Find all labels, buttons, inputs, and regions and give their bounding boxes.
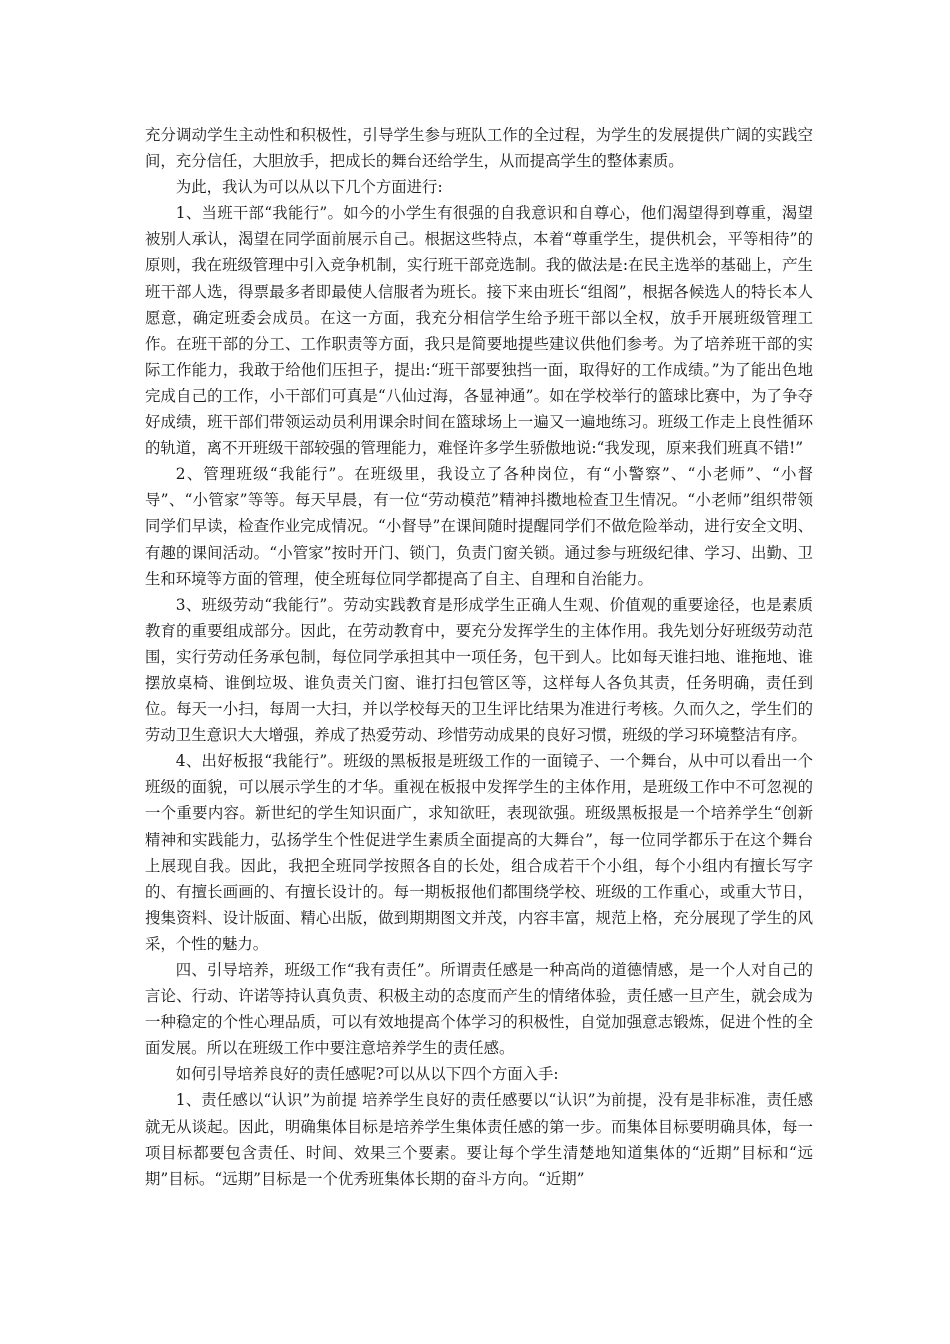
paragraph-9: 1、责任感以“认识”为前提 培养学生良好的责任感要以“认识”为前提，没有是非标准，责任感就无从谈起。因此，明确集体目标是培养学生集体责任感的第一步。而集体目标要明确具体，每一项目标都要包含责任、时间、效果三个要素。要让每个学生清楚地知道集体的“近期”目标和“远期”目标。“远期”目标是一个优秀班集体长期的奋斗方向。“近期” xyxy=(145,1091,813,1188)
paragraph-5: 3、班级劳动“我能行”。劳动实践教育是形成学生正确人生观、价值观的重要途径，也是素质教育的重要组成部分。因此，在劳动教育中，要充分发挥学生的主体作用。我先划分好班级劳动范围，实行劳动任务承包制，每位同学承担其中一项任务，包干到人。比如每天谁扫地、谁拖地、谁摆放桌椅、谁倒垃圾、谁负责关门窗、谁打扫包管区等，这样每人各负其责，任务明确，责任到位。每天一小扫，每周一大扫，并以学校每天的卫生评比结果为准进行考核。久而久之，学生们的劳动卫生意识大大增强，养成了热爱劳动、珍惜劳动成果的良好习惯，班级的学习环境整洁有序。 xyxy=(145,595,813,745)
paragraph-1: 充分调动学生主动性和积极性，引导学生参与班队工作的全过程，为学生的发展提供广阔的实践空间，充分信任，大胆放手，把成长的舞台还给学生，从而提高学生的整体素质。 xyxy=(145,126,813,171)
paragraph-3: 1、当班干部“我能行”。如今的小学生有很强的自我意识和自尊心，他们渴望得到尊重，渴望被别人承认，渴望在同学面前展示自己。根据这些特点，本着“尊重学生，提供机会，平等相待”的原则，我在班级管理中引入竞争机制，实行班干部竞选制。我的做法是:在民主选举的基础上，产生班干部人选，得票最多者即最使人信服者为班长。接下来由班长“组阁”，根据各候选人的特长本人愿意，确定班委会成员。在这一方面，我充分相信学生给予班干部以全权，放手开展班级管理工作。在班干部的分工、工作职责等方面，我只是简要地提些建议供他们参考。为了培养班干部的实际工作能力，我敢于给他们压担子，提出:“班干部要独挡一面，取得好的工作成绩。”为了能出色地完成自己的工作，小干部们可真是“八仙过海，各显神通”。如在学校举行的篮球比赛中，为了争夺好成绩，班干部们带领运动员利用课余时间在篮球场上一遍又一遍地练习。班级工作走上良性循环的轨道，离不开班级干部较强的管理能力，难怪许多学生骄傲地说:“我发现，原来我们班真不错!” xyxy=(145,204,813,458)
paragraph-6: 4、出好板报“我能行”。班级的黑板报是班级工作的一面镜子、一个舞台，从中可以看出一个班级的面貌，可以展示学生的才华。重视在板报中发挥学生的主体作用，是班级工作中不可忽视的一个重要内容。新世纪的学生知识面广，求知欲旺，表现欲强。班级黑板报是一个培养学生“创新精神和实践能力，弘扬学生个性促进学生素质全面提高的大舞台”，每一位同学都乐于在这个舞台上展现自我。因此，我把全班同学按照各自的长处，组合成若干个小组，每个小组内有擅长写字的、有擅长画画的、有擅长设计的。每一期板报他们都围绕学校、班级的工作重心，或重大节日，搜集资料、设计版面、精心出版，做到期期图文并茂，内容丰富，规范上格，充分展现了学生的风采，个性的魅力。 xyxy=(145,752,813,953)
document-body xyxy=(145,122,813,1192)
paragraph-4: 2、管理班级“我能行”。在班级里，我设立了各种岗位，有“小警察”、“小老师”、“小督导”、“小管家”等等。每天早晨，有一位“劳动模范”精神抖擞地检查卫生情况。“小老师”组织带领同学们早读，检查作业完成情况。“小督导”在课间随时提醒同学们不做危险举动，进行安全文明、有趣的课间活动。“小管家”按时开门、锁门，负责门窗关锁。通过参与班级纪律、学习、出勤、卫生和环境等方面的管理，使全班每位同学都提高了自主、自理和自治能力。 xyxy=(145,465,813,588)
paragraph-7: 四、引导培养，班级工作“我有责任”。所谓责任感是一种高尚的道德情感，是一个人对自己的言论、行动、许诺等持认真负责、积极主动的态度而产生的情绪体验，责任感一旦产生，就会成为一种稳定的个性心理品质，可以有效地提高个体学习的积极性，自觉加强意志锻炼，促进个性的全面发展。所以在班级工作中要注意培养学生的责任感。 xyxy=(145,961,813,1058)
paragraph-2: 为此，我认为可以从以下几个方面进行: xyxy=(175,178,443,197)
paragraph-8: 如何引导培养良好的责任感呢?可以从以下四个方面入手: xyxy=(175,1065,559,1084)
